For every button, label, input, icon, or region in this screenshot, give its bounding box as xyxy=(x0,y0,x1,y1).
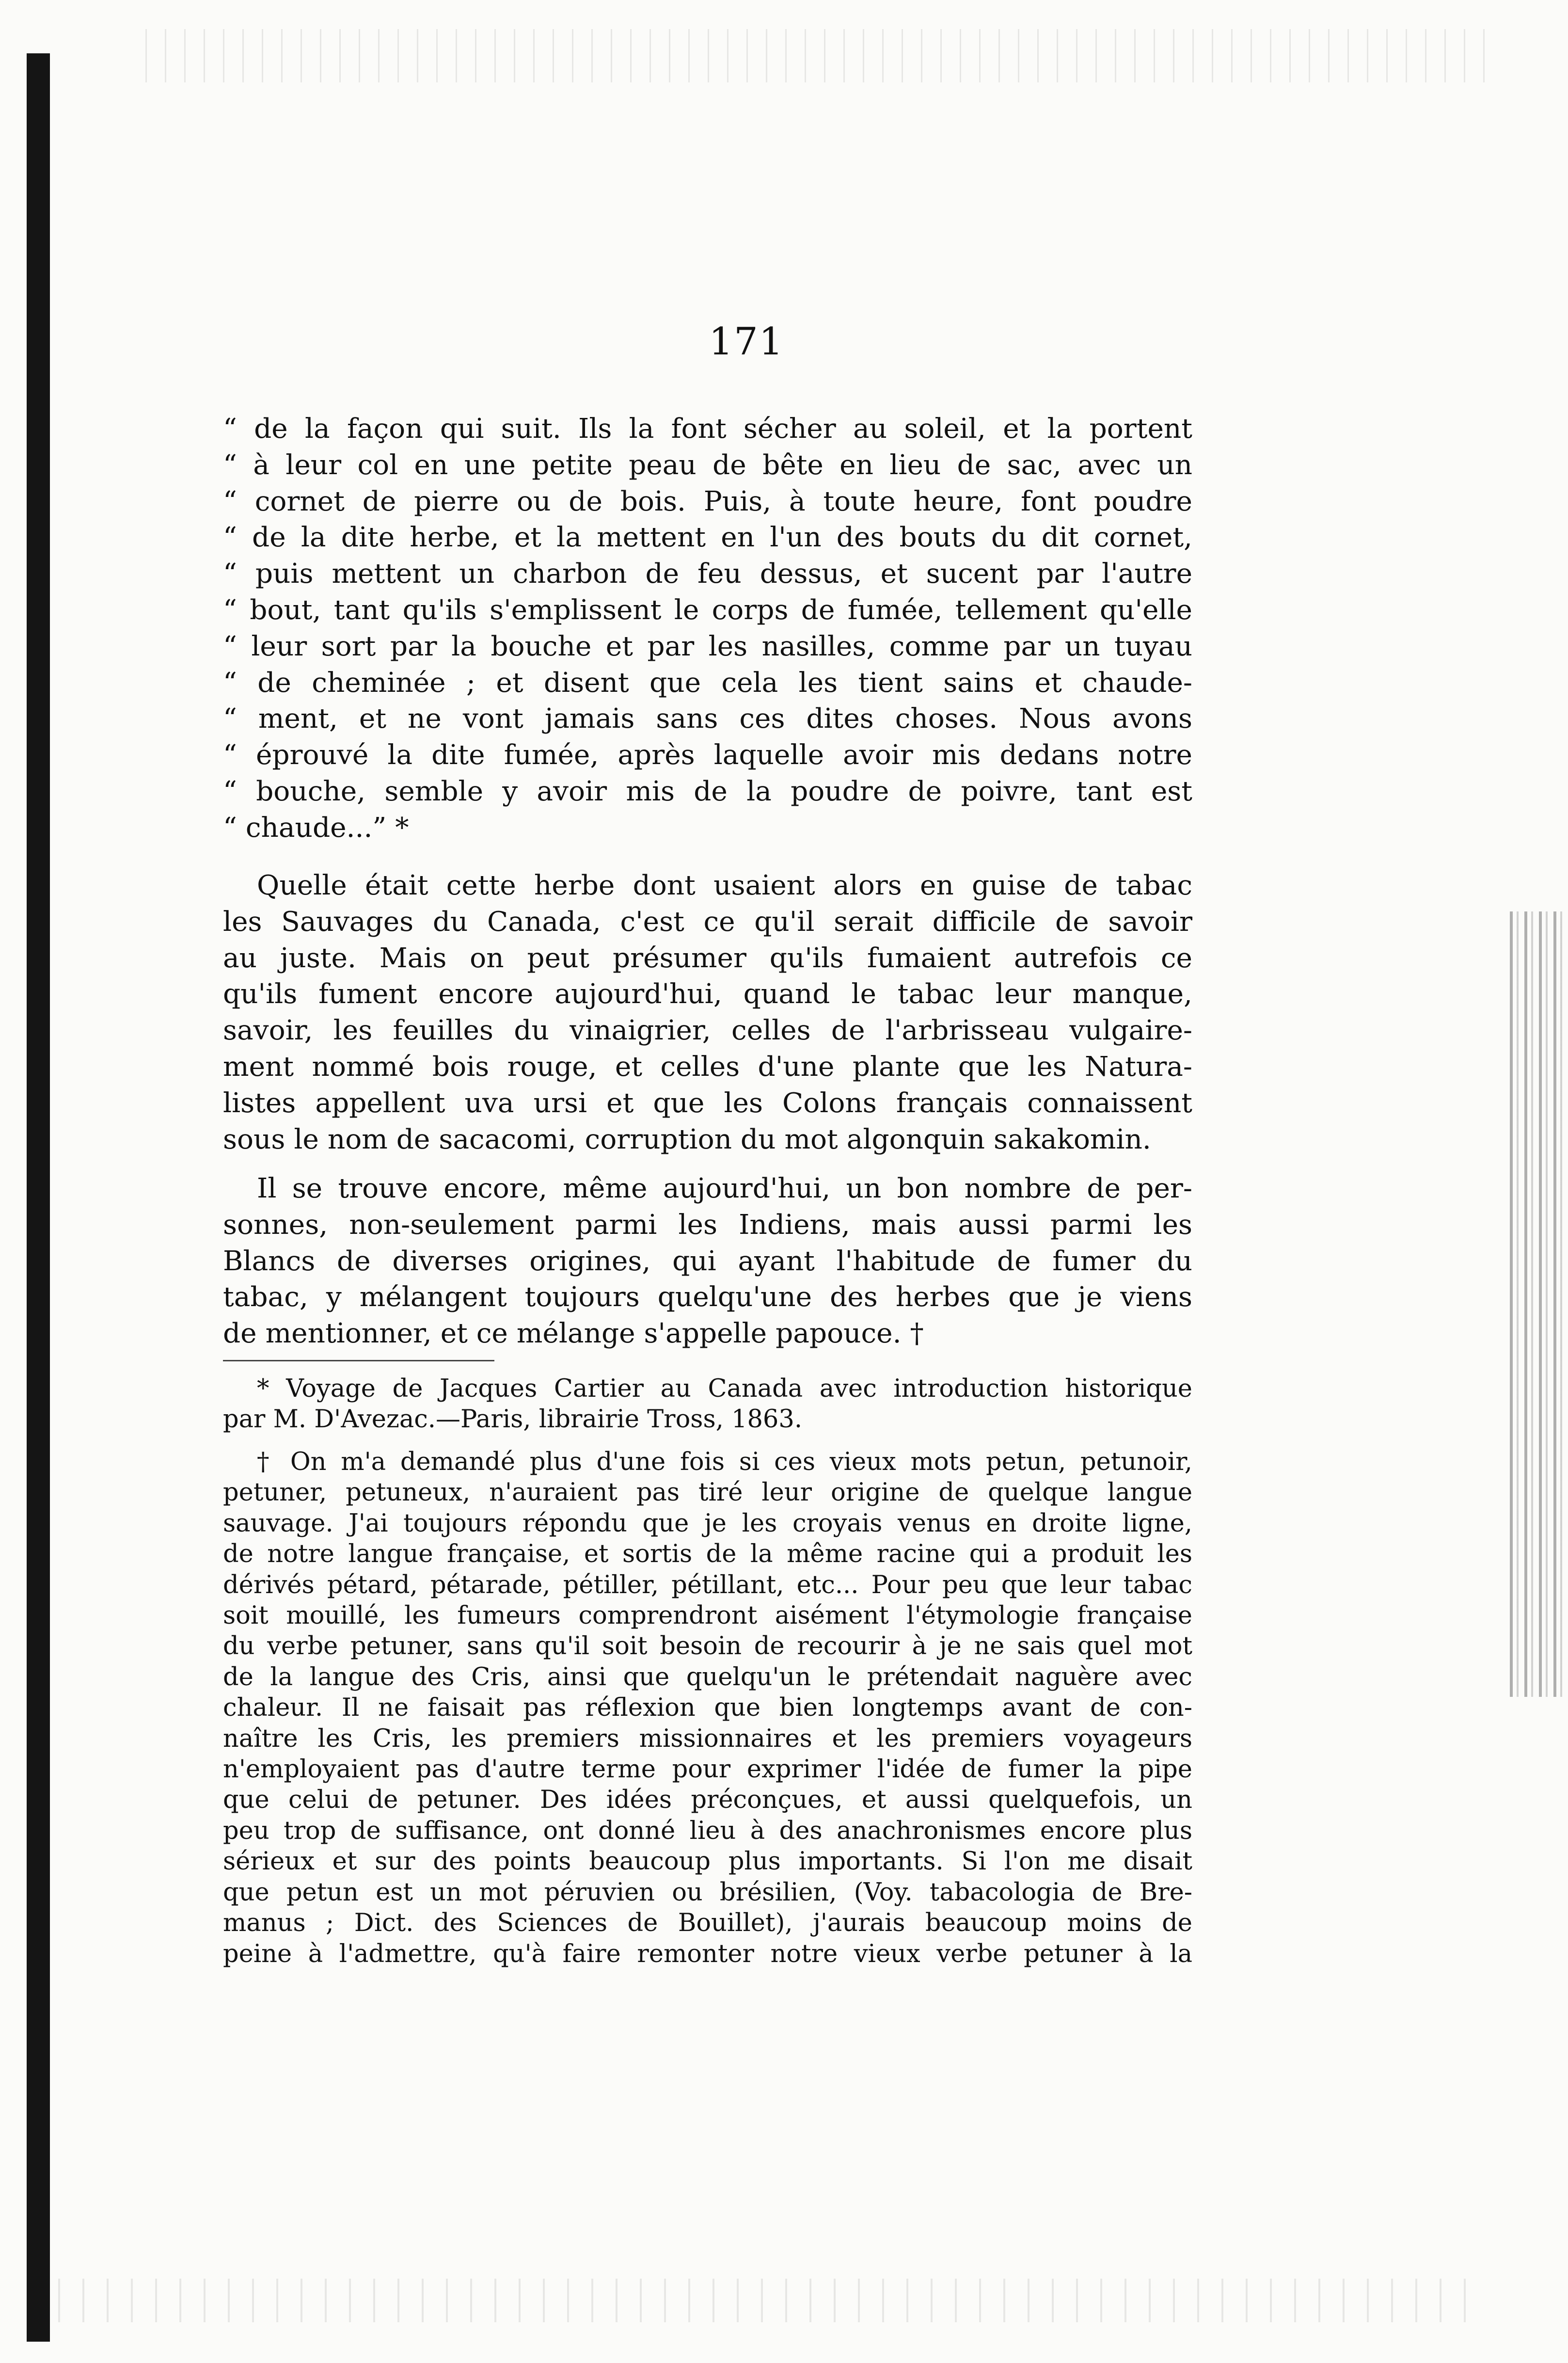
text-line: que celui de petuner. Des idées préconçues, et aussi quelquefois, un xyxy=(223,1786,1192,1815)
text-line: Blancs de diverses origines, qui ayant l'habitude de fumer du xyxy=(223,1245,1192,1277)
text-line: “ éprouvé la dite fumée, après laquelle avoir mis dedans notre xyxy=(223,739,1192,771)
footnote-cartier xyxy=(223,1373,1192,1435)
text-line: chaleur. Il ne faisait pas réflexion que bien longtemps avant de con- xyxy=(223,1693,1192,1723)
text-line: sous le nom de sacacomi, corruption du mot algonquin sakakomin. xyxy=(223,1123,1151,1155)
text-line: au juste. Mais on peut présumer qu'ils fumaient autrefois ce xyxy=(223,942,1192,974)
text-line: dérivés pétard, pétarade, pétiller, pétillant, etc... Pour peu que leur tabac xyxy=(223,1570,1192,1599)
text-line: savoir, les feuilles du vinaigrier, celles de l'arbrisseau vulgaire- xyxy=(223,1015,1192,1047)
text-line: peine à l'admettre, qu'à faire remonter notre vieux verbe petuner à la xyxy=(223,1939,1192,1968)
text-line: Il se trouve encore, même aujourd'hui, un bon nombre de per- xyxy=(257,1173,1192,1204)
text-line: Quelle était cette herbe dont usaient alors en guise de tabac xyxy=(257,870,1192,901)
page-number: 171 xyxy=(709,320,784,364)
text-line: de mentionner, et ce mélange s'appelle papouce. † xyxy=(223,1318,924,1350)
paragraph-papouce xyxy=(223,1171,1192,1352)
text-line: “ bout, tant qu'ils s'emplissent le corps de fumée, tellement qu'elle xyxy=(223,594,1192,626)
text-line: du verbe petuner, sans qu'il soit besoin de recourir à je ne sais quel mot xyxy=(223,1632,1192,1661)
text-line: “ ment, et ne vont jamais sans ces dites choses. Nous avons xyxy=(223,703,1192,735)
scan-noise-top xyxy=(145,29,1503,82)
text-line: qu'ils fument encore aujourd'hui, quand le tabac leur manque, xyxy=(223,978,1192,1010)
text-line: “ de la dite herbe, et la mettent en l'un des bouts du dit cornet, xyxy=(223,522,1192,554)
text-line: peu trop de suffisance, ont donné lieu à des anachronismes encore plus xyxy=(223,1816,1192,1845)
text-line: soit mouillé, les fumeurs comprendront aisément l'étymologie française xyxy=(223,1601,1192,1630)
footnote-rule xyxy=(223,1360,494,1361)
text-line: ment nommé bois rouge, et celles d'une plante que les Natura- xyxy=(223,1051,1192,1083)
text-line: sonnes, non-seulement parmi les Indiens, mais aussi parmi les xyxy=(223,1209,1192,1241)
text-line: que petun est un mot péruvien ou brésilien, (Voy. tabacologia de Bre- xyxy=(223,1878,1192,1907)
text-line: “ cornet de pierre ou de bois. Puis, à toute heure, font poudre xyxy=(223,485,1192,517)
text-line: “ de la façon qui suit. Ils la font sécher au soleil, et la portent xyxy=(223,413,1192,445)
scan-streak-right xyxy=(1510,911,1568,1697)
text-line: “ chaude...” * xyxy=(223,812,409,844)
text-line: † On m'a demandé plus d'une fois si ces vieux mots petun, petunoir, xyxy=(257,1448,1192,1476)
binding-edge xyxy=(27,53,50,2342)
text-line: * Voyage de Jacques Cartier au Canada avec introduction historique xyxy=(257,1374,1192,1403)
text-line: sauvage. J'ai toujours répondu que je les croyais venus en droite ligne, xyxy=(223,1509,1192,1538)
text-line: de notre langue française, et sortis de la même racine qui a produit les xyxy=(223,1540,1192,1569)
text-line: tabac, y mélangent toujours quelqu'une des herbes que je viens xyxy=(223,1281,1192,1313)
text-line: de la langue des Cris, ainsi que quelqu'un le prétendait naguère avec xyxy=(223,1662,1192,1692)
text-line: petuner, petuneux, n'auraient pas tiré leur origine de quelque langue xyxy=(223,1478,1192,1507)
scan-noise-bottom xyxy=(58,2279,1488,2322)
paragraph-tabac xyxy=(223,868,1192,1158)
text-line: listes appellent uva ursi et que les Colons français connaissent xyxy=(223,1087,1192,1119)
quotation-block xyxy=(223,411,1192,846)
text-line: “ bouche, semble y avoir mis de la poudre de poivre, tant est xyxy=(223,775,1192,807)
text-line: sérieux et sur des points beaucoup plus importants. Si l'on me disait xyxy=(223,1847,1192,1876)
footnote-petun xyxy=(223,1447,1192,1969)
text-line: manus ; Dict. des Sciences de Bouillet), j'aurais beaucoup moins de xyxy=(223,1909,1192,1938)
text-line: par M. D'Avezac.—Paris, librairie Tross, 1863. xyxy=(223,1405,803,1434)
text-line: “ puis mettent un charbon de feu dessus, et sucent par l'autre xyxy=(223,558,1192,590)
text-line: “ leur sort par la bouche et par les nasilles, comme par un tuyau xyxy=(223,630,1192,662)
text-line: naître les Cris, les premiers missionnaires et les premiers voyageurs xyxy=(223,1724,1192,1753)
text-line: n'employaient pas d'autre terme pour exprimer l'idée de fumer la pipe xyxy=(223,1755,1192,1784)
text-line: “ de cheminée ; et disent que cela les tient sains et chaude- xyxy=(223,667,1192,699)
text-line: les Sauvages du Canada, c'est ce qu'il serait difficile de savoir xyxy=(223,906,1192,938)
text-line: “ à leur col en une petite peau de bête en lieu de sac, avec un xyxy=(223,449,1192,481)
